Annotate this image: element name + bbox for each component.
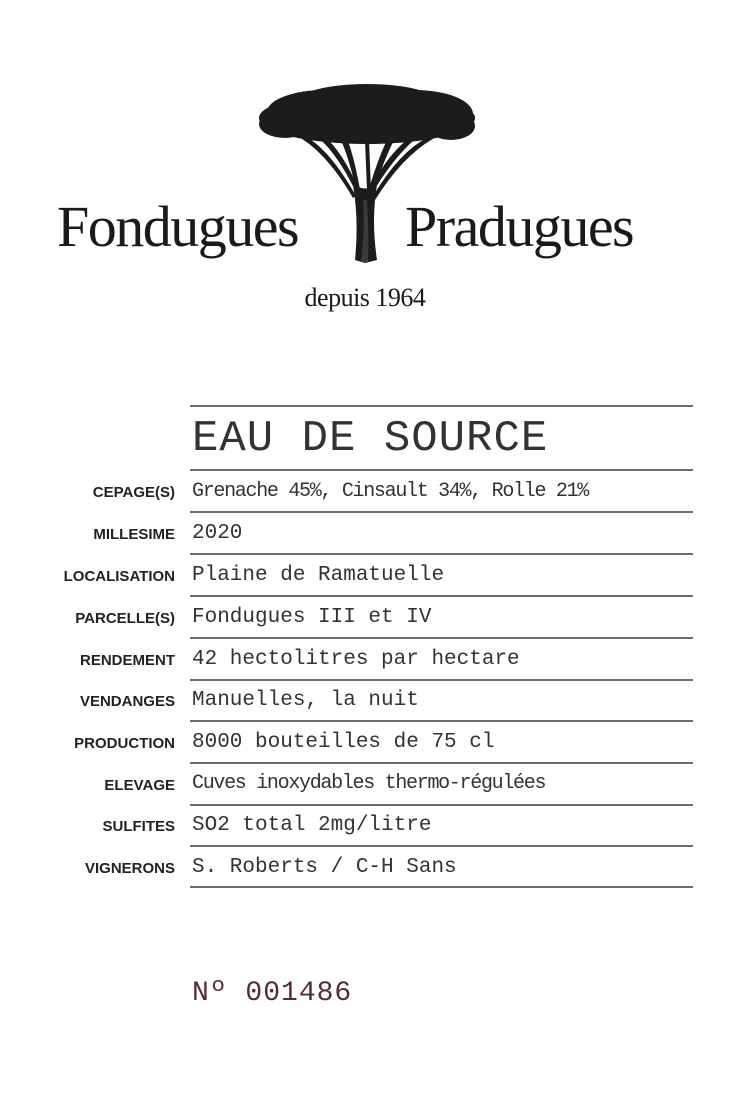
- detail-value-rendement: 42 hectolitres par hectare: [192, 648, 520, 671]
- table-rule: [190, 595, 693, 597]
- detail-value-sulfites: SO2 total 2mg/litre: [192, 814, 432, 837]
- detail-label-elevage: ELEVAGE: [104, 777, 175, 794]
- detail-label-rendement: RENDEMENT: [79, 652, 175, 669]
- detail-value-parcelles: Fondugues III et IV: [192, 606, 432, 629]
- detail-value-production: 8000 bouteilles de 75 cl: [192, 731, 495, 754]
- detail-label-millesime: MILLESIME: [93, 526, 175, 543]
- detail-label-parcelles: PARCELLE(S): [75, 610, 175, 627]
- table-rule: [190, 679, 693, 681]
- table-rule: [190, 511, 693, 513]
- brand-name-right: Pradugues: [405, 194, 634, 259]
- detail-value-cepages: Grenache 45%, Cinsault 34%, Rolle 21%: [192, 480, 588, 503]
- bottle-number: Nº 001486: [192, 978, 353, 1009]
- detail-value-vendanges: Manuelles, la nuit: [192, 689, 419, 712]
- table-rule-bottom: [190, 886, 693, 888]
- table-rule: [190, 553, 693, 555]
- table-rule: [190, 469, 693, 471]
- detail-label-sulfites: SULFITES: [102, 818, 175, 835]
- table-rule: [190, 804, 693, 806]
- brand-tagline: depuis 1964: [304, 283, 426, 312]
- detail-label-vendanges: VENDANGES: [79, 693, 175, 710]
- brand-name-left: Fondugues: [57, 194, 299, 259]
- detail-value-vignerons: S. Roberts / C-H Sans: [192, 856, 457, 879]
- table-rule: [190, 720, 693, 722]
- table-rule: [190, 845, 693, 847]
- detail-value-millesime: 2020: [192, 522, 243, 545]
- detail-value-elevage: Cuves inoxydables thermo-régulées: [192, 772, 546, 795]
- detail-label-vignerons: VIGNERONS: [84, 860, 175, 877]
- table-rule: [190, 637, 693, 639]
- wine-name: EAU DE SOURCE: [192, 414, 549, 464]
- table-rule: [190, 762, 693, 764]
- detail-label-cepages: CEPAGE(S): [92, 484, 175, 501]
- detail-value-localisation: Plaine de Ramatuelle: [192, 564, 445, 587]
- table-rule-top: [190, 405, 693, 407]
- detail-label-localisation: LOCALISATION: [63, 568, 175, 585]
- detail-label-production: PRODUCTION: [74, 735, 175, 752]
